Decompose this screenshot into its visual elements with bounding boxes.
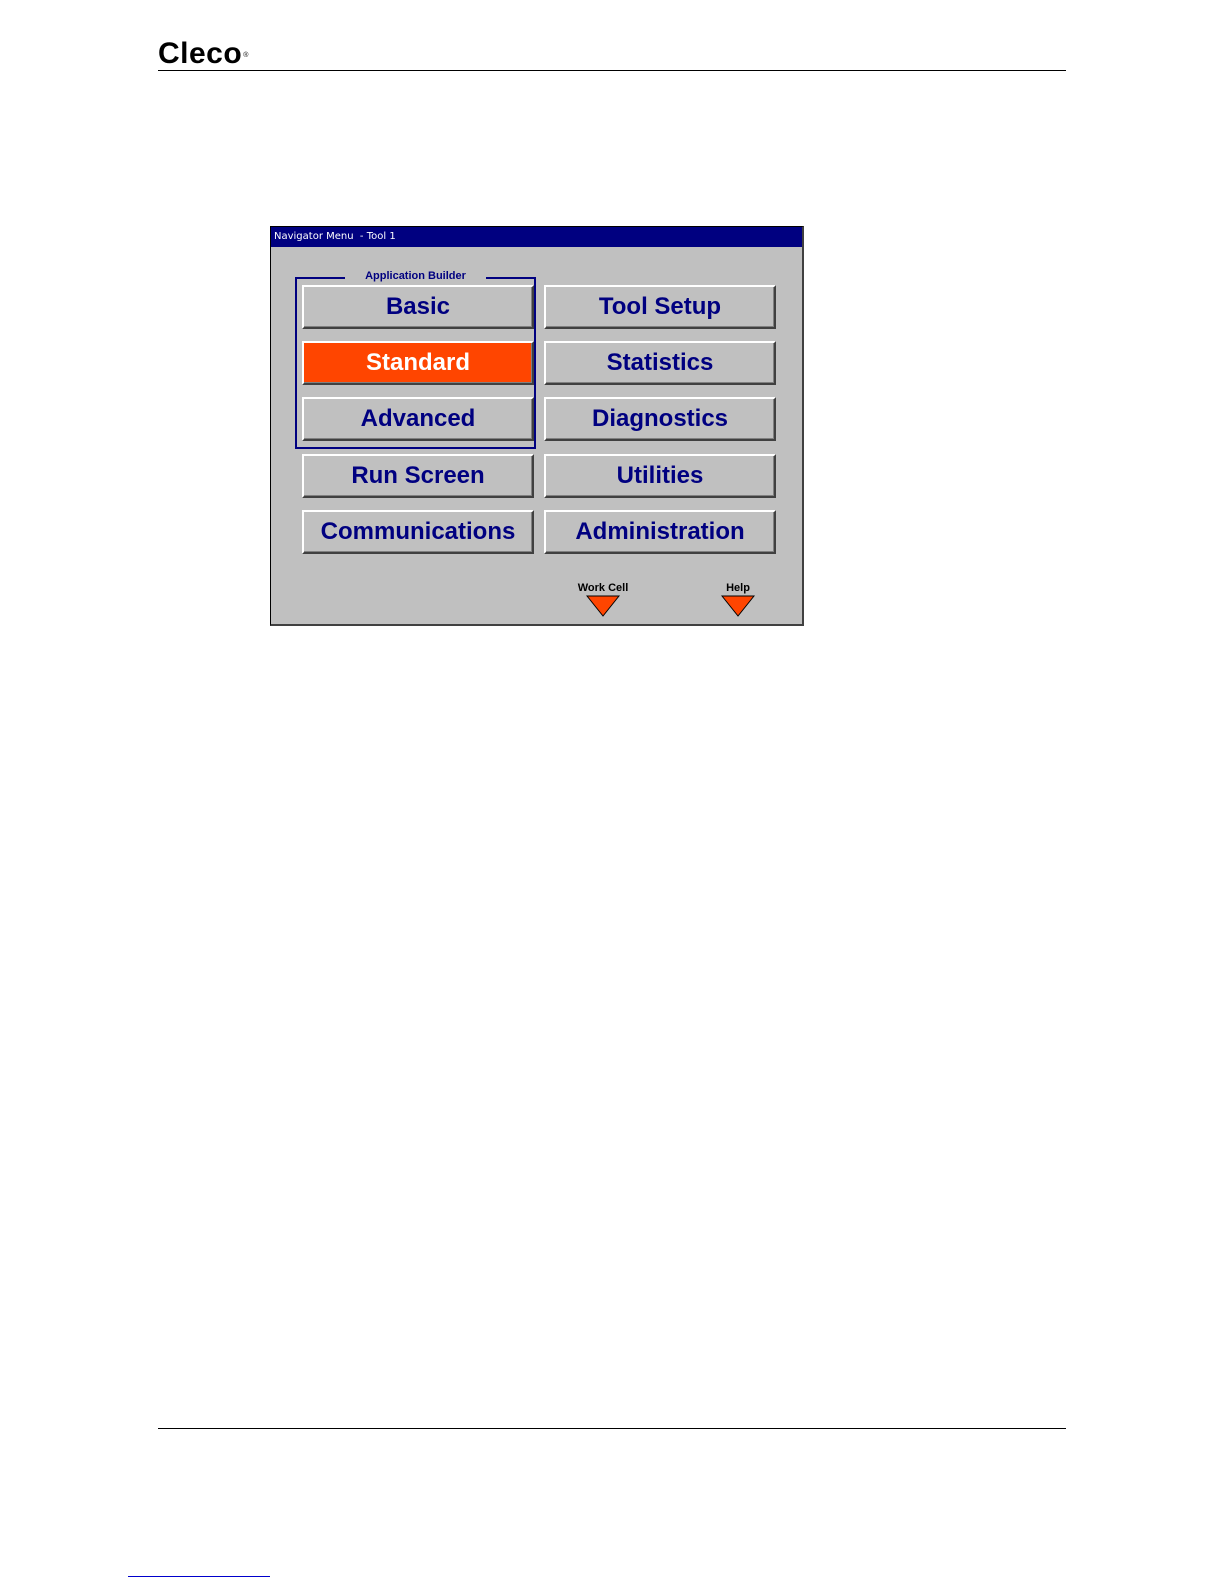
communications-button[interactable]: Communications — [302, 510, 534, 554]
help-arrow-icon — [721, 595, 755, 617]
help-softkey[interactable] — [708, 582, 768, 617]
run-screen-button[interactable]: Run Screen — [302, 454, 534, 498]
basic-button[interactable]: Basic — [302, 285, 534, 329]
diagnostics-button[interactable]: Diagnostics — [544, 397, 776, 441]
statistics-button[interactable]: Statistics — [544, 341, 776, 385]
tool-setup-button[interactable]: Tool Setup — [544, 285, 776, 329]
advanced-button[interactable]: Advanced — [302, 397, 534, 441]
work-cell-softkey[interactable] — [567, 582, 639, 617]
registered-mark: ® — [243, 52, 249, 59]
footnote-link-rule — [128, 1576, 270, 1577]
cleco-logo — [158, 38, 249, 70]
standard-button[interactable]: Standard — [302, 341, 534, 385]
work-cell-arrow-icon — [586, 595, 620, 617]
brand-name: Cleco — [158, 37, 243, 70]
work-cell-label: Work Cell — [577, 582, 629, 594]
header-rule — [158, 70, 1066, 71]
help-label: Help — [726, 582, 750, 594]
window-title-bar: Navigator Menu - Tool 1 — [271, 227, 802, 247]
navigator-window — [270, 226, 804, 626]
footer-rule — [158, 1428, 1066, 1429]
utilities-button[interactable]: Utilities — [544, 454, 776, 498]
administration-button[interactable]: Administration — [544, 510, 776, 554]
group-label-text: Application Builder — [345, 270, 486, 282]
application-builder-label — [295, 269, 536, 283]
